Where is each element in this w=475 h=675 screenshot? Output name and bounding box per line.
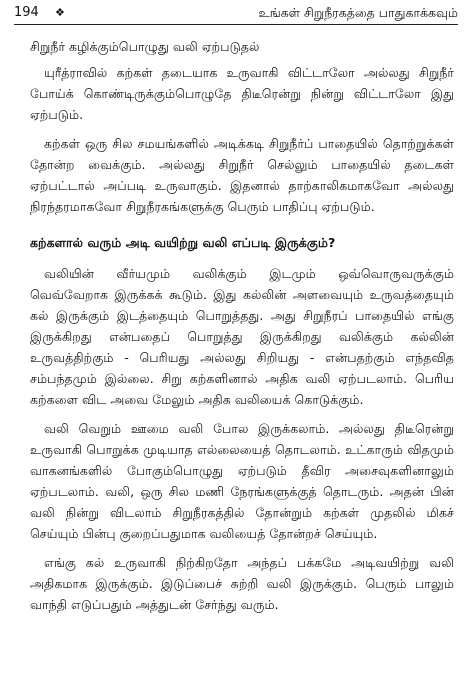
- paragraph: எங்கு கல் உருவாகி நிற்கிறதோ அந்தப் பக்கமே அடிவயிற்று வலி அதிகமாக இருக்கும். இடுப்பைச் சுற்றி வலி இருக்கும். பெரும் பாலும் வாந்தி எடுப்பதும் அத்துடன் சேர்ந்து வரும்.: [30, 555, 454, 612]
- paragraph: கற்கள் ஒரு சில சமயங்களில் அடிக்கடி சிறுநீர்ப் பாதையில் தொற்றுக்கள் தோன்ற வைக்கும். அல்லது சிறுநீர் செல்லும் பாதையில் தடைகள் ஏற்பட்டால் அப்படி உருவாகும். இதனால் தாற்காலிகமாகவோ அல்லது நிரந்தரமாகவோ சிறுநீரகங்களுக்கு பெரும் பாதிப்பு ஏற்படும்.: [30, 136, 454, 214]
- page-number: 194: [14, 5, 39, 20]
- section-heading: கற்களால் வரும் அடி வயிற்று வலி எப்படி இருக்கும்?: [30, 235, 336, 250]
- paragraph: வலி வெறும் ஊமை வலி போல இருக்கலாம். அல்லது திடீரென்று உருவாகி பொறுக்க முடியாத எல்லையைத் தொடலாம். உட்காரும் விதமும் வாகனங்களில் போகும்பொழுது ஏற்படும் தீவிர அசைவுகளினாலும் ஏற்படலாம். வலி, ஒரு சில மணி நேரங்களுக்குத் தொடரும். அதன் பின் வலி நின்று விடலாம் சிறுநீரகத்தில் தோன்றும் கற்கள் முதலில் மிகச் செய்யும் பின்பு குறைப்பதுமாக வலியைத் தோன்றச் செய்யும்.: [30, 421, 454, 541]
- ornament-icon: ❖: [55, 6, 65, 19]
- page-header: [14, 4, 458, 24]
- subsection-intro: சிறுநீர் கழிக்கும்பொழுது வலி ஏற்படுதல்: [30, 39, 260, 54]
- paragraph: யுரீத்ராவில் கற்கள் தடையாக உருவாகி விட்டாலோ அல்லது சிறுநீர் போய்க் கொண்டிருக்கும்பொழுதே திடீரென்று நின்று விட்டாலோ இது ஏற்படும்.: [30, 65, 454, 122]
- header-rule: [14, 24, 458, 25]
- page-body: [30, 36, 454, 615]
- running-title: உங்கள் சிறுநீரகத்தை பாதுகாக்கவும்: [258, 5, 458, 20]
- paragraph: வலியின் வீர்யமும் வலிக்கும் இடமும் ஒவ்வொருவருக்கும் வெவ்வேறாக இருக்கக் கூடும். இது கல்லின் அளவையும் உருவத்தையும் கல் இருக்கும் இடத்தையும் பொறுத்தது. அது சிறுநீரப் பாதையில் எங்கு இருக்கிறது என்பதைப் பொறுத்து இருக்கிறது வலிக்கும் கல்லின் உருவத்திற்கும் - பெரியது அல்லது சிறியது - என்பதற்கும் எந்தவித சம்பந்தமும் இல்லை. சிறு கற்களினால் அதிக வலி ஏற்படலாம். பெரிய கற்களை விட அவை மேலும் அதிக வலியைக் கொடுக்கும்.: [30, 266, 454, 407]
